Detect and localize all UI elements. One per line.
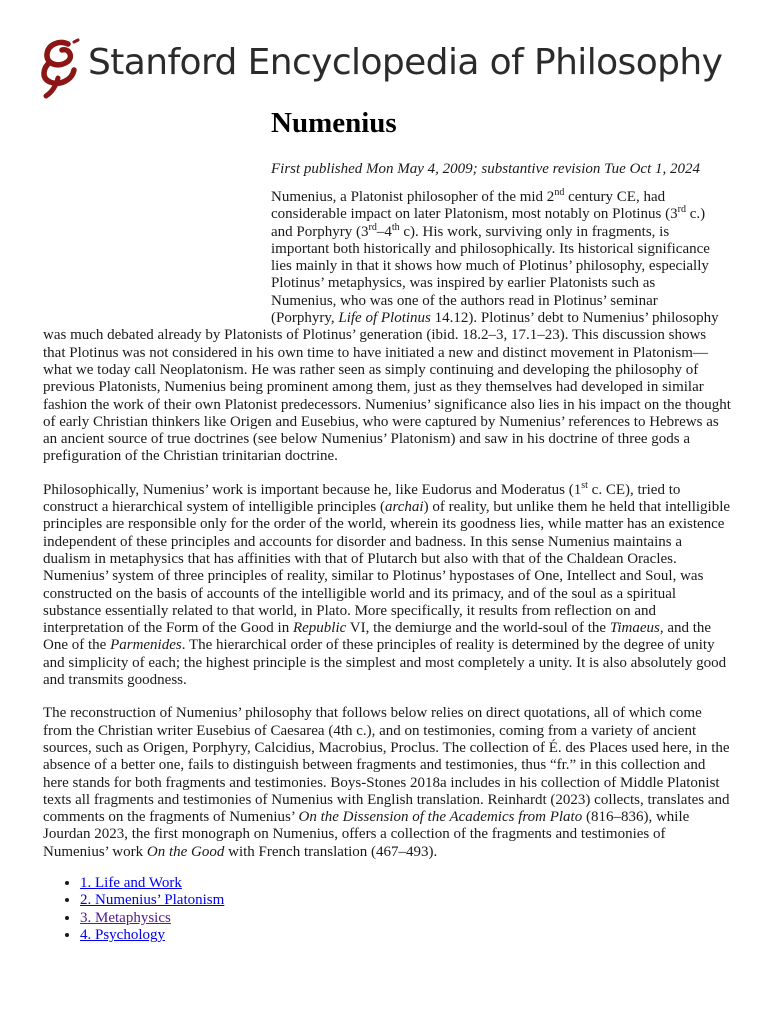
p1-line-6: Plotinus’ metaphysics, was inspired by earlier Platonists such as [271,275,656,292]
site-header [38,38,738,102]
table-of-contents [43,875,731,945]
toc-item [80,927,731,945]
p1-rest: was much debated already by Platonists of Plotinus’ generation (ibid. 18.2–3, 17.1–23). This discussion shows that Plotinus was not considered in his own time to have initiated a new and distinct movement in Platonism—what we today call Neoplatonism. He was rather seen as simply continuing and developing the philosophy of previous Platonists, Numenius being prominent among them, just as they themselves had developed in similar fashion the work of their own Platonist predecessors. Numenius’ significance also lies in his impact on the thought of early Christian thinkers like Origen and Eusebius, who were captured by Numenius’ references to Hebrews as an ancient source of true doctrines (see below Numenius’ Platonism) and saw in his doctrine of three gods a prefiguration of the Christian trinitarian doctrine. [43,327,731,465]
toc-item [80,892,731,910]
toc-item [80,910,731,928]
p1-line-7: Numenius, who was one of the authors read in Plotinus’ seminar [271,292,658,309]
toc-link-psychology[interactable]: 4. Psychology [80,927,166,944]
p1-line-1: Numenius, a Platonist philosopher of the mid 2nd century CE, had [271,187,666,205]
article-title: Numenius [271,107,397,139]
article [43,100,731,945]
publication-info: First published Mon May 4, 2009; substantive revision Tue Oct 1, 2024 [271,161,700,177]
toc-link-life-and-work[interactable]: 1. Life and Work [80,874,182,891]
sep-logo-icon[interactable] [38,38,82,100]
p1-line-2: considerable impact on later Platonism, most notably on Plotinus (3rd c.) [271,204,706,223]
p1-line-4: important both historically and philosophically. Its historical significance [271,240,710,257]
preamble-paragraph-3: The reconstruction of Numenius’ philosophy that follows below relies on direct quotations, all of which come from the Christian writer Eusebius of Caesarea (4th c.), and on testimonies, coming from a variety of ancient sources, such as Origen, Porphyry, Calcidius, Macrobius, Proclus. The collection of É. des Places used here, in the absence of a better one, fails to distinguish between fragments and testimonies, thus “fr.” in this collection and here stands for both fragments and testimonies. Boys-Stones 2018a includes in his collection of Middle Platonist texts all fragments and testimonies of Numenius with English translation. Reinhardt (2023) collects, translates and comments on the fragments of Numenius’ On the Dissension of the Academics from Plato (816–836), while Jourdan 2023, the first monograph on Numenius, offers a collection of the fragments and testimonies of Numenius’ work On the Good with French translation (467–493). [43,705,730,860]
preamble-paragraph-1 [43,189,731,466]
toc-item [80,875,731,893]
toc-link-numenius-platonism[interactable]: 2. Numenius’ Platonism [80,892,225,909]
toc-link-metaphysics[interactable]: 3. Metaphysics [80,909,171,926]
p1-line-5: lies mainly in that it shows how much of Plotinus’ philosophy, especially [271,258,709,275]
p1-line-8: (Porphyry, Life of Plotinus 14.12). Plotinus’ debt to Numenius’ philosophy [271,310,719,327]
preamble-paragraph-2: Philosophically, Numenius’ work is important because he, like Eudorus and Moderatus (1st c. CE), tried to construct a hierarchical system of intelligible principles (archai) of reality, but unlike them he held that intelligible principles are responsible only for the order of the world, wherein its goodness lies, while matter has an existence independent of these principles and accounts for disorder and badness. In this sense Numenius maintains a dualism in metaphysics that has affinities with that of Plutarch but also with that of the Chaldean Oracles. Numenius’ system of three principles of reality, similar to Plotinus’ hypostases of One, Intellect and Soul, was constructed on the basis of accounts of the intelligible world and its primacy, and of the soul as a spiritual substance essentially related to that world, in Plato. More specifically, it results from reflection on and interpretation of the Form of the Good in Republic VI, the demiurge and the world-soul of the Timaeus, and the One of the Parmenides. The hierarchical order of these principles of reality is determined by the degree of unity and simplicity of each; the highest principle is the simplest and most completely a unity. It is also absolutely good and transmits goodness. [43,479,731,689]
site-title[interactable]: Stanford Encyclopedia of Philosophy [88,42,723,83]
p1-line-3: and Porphyry (3rd–4th c). His work, surviving only in fragments, is [271,221,670,240]
